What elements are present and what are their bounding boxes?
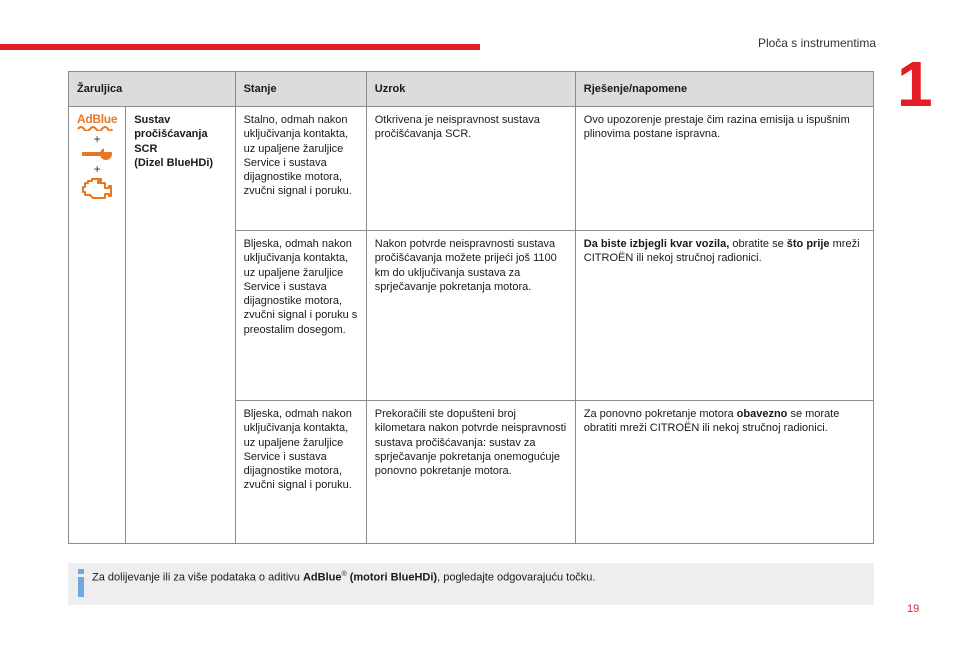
plus-sign: + [93, 162, 101, 176]
system-name-cell [126, 107, 235, 544]
system-name: Sustav pročišćavanja SCR [134, 114, 208, 155]
solution-cell [575, 231, 873, 401]
section-title: Ploča s instrumentima [757, 36, 876, 50]
solution-text: mreži CITROËN ili nekoj stručnoj radionici. [583, 238, 860, 265]
solution-text: se morate obratiti mreži CITROËN ili nekoj stručnoj radionici. [583, 408, 840, 435]
state-cell: Bljeska, odmah nakon uključivanja kontakta, uz upaljene žaruljice Service i sustava dijagnostike motora, zvučni signal i poruku s preostalim dosegom. [235, 231, 366, 401]
note-sup: ® [341, 571, 347, 578]
table-header-row [69, 72, 874, 107]
cause-cell: Prekoračili ste dopušteni broj kilometara nakon potvrde neispravnosti sustava pročišćavanja: sustav za sprječavanje pokretanja onemogućuje ponovno pokretanje motora. [366, 401, 575, 544]
solution-bold: što prije [786, 238, 830, 250]
header-cause: Uzrok [366, 72, 575, 107]
cause-cell: Otkrivena je neispravnost sustava pročišćavanja SCR. [366, 107, 575, 231]
info-icon [76, 569, 86, 597]
solution-bold: Da biste izbjegli kvar vozila, [583, 238, 730, 250]
note-text: , pogledajte odgovarajuću točku. [437, 571, 596, 584]
solution-bold: obavezno [736, 408, 788, 420]
wrench-icon [80, 147, 114, 161]
header-state: Stanje [235, 72, 366, 107]
note-bold: AdBlue [302, 571, 342, 584]
lamp-icons-cell [69, 107, 126, 544]
adblue-icon [77, 113, 117, 131]
note-bold: (motori BlueHDi) [346, 571, 438, 584]
solution-cell [575, 401, 873, 544]
state-cell: Stalno, odmah nakon uključivanja kontakta, uz upaljene žaruljice Service i sustava dijagnostike motora, zvučni signal i poruku. [235, 107, 366, 231]
cause-cell: Nakon potvrde neispravnosti sustava pročišćavanja možete prijeći još 1100 km do uključivanja sustava za sprječavanje pokretanja motora. [366, 231, 575, 401]
warning-lamp-table [68, 71, 874, 544]
note-text: Za dolijevanje ili za više podataka o aditivu [92, 571, 303, 584]
system-subname: (Dizel BlueHDi) [134, 156, 214, 169]
plus-sign: + [93, 132, 101, 146]
chapter-number: 1 [897, 48, 933, 120]
adblue-label: AdBlue [77, 112, 118, 126]
state-cell: Bljeska, odmah nakon uključivanja kontakta, uz upaljene žaruljice Service i sustava dijagnostike motora, zvučni signal i poruku. [235, 401, 366, 544]
solution-text: Za ponovno pokretanje motora [583, 408, 737, 420]
info-note [68, 563, 874, 605]
page-number: 19 [907, 603, 920, 615]
solution-text: obratite se [729, 238, 787, 250]
solution-cell: Ovo upozorenje prestaje čim razina emisija u ispušnim plinovima postane ispravna. [575, 107, 873, 231]
header-lamp: Žaruljica [69, 72, 236, 107]
header-solution: Rješenje/napomene [575, 72, 873, 107]
header-accent-bar [0, 44, 480, 50]
table-row [69, 107, 874, 231]
engine-icon [81, 177, 113, 199]
